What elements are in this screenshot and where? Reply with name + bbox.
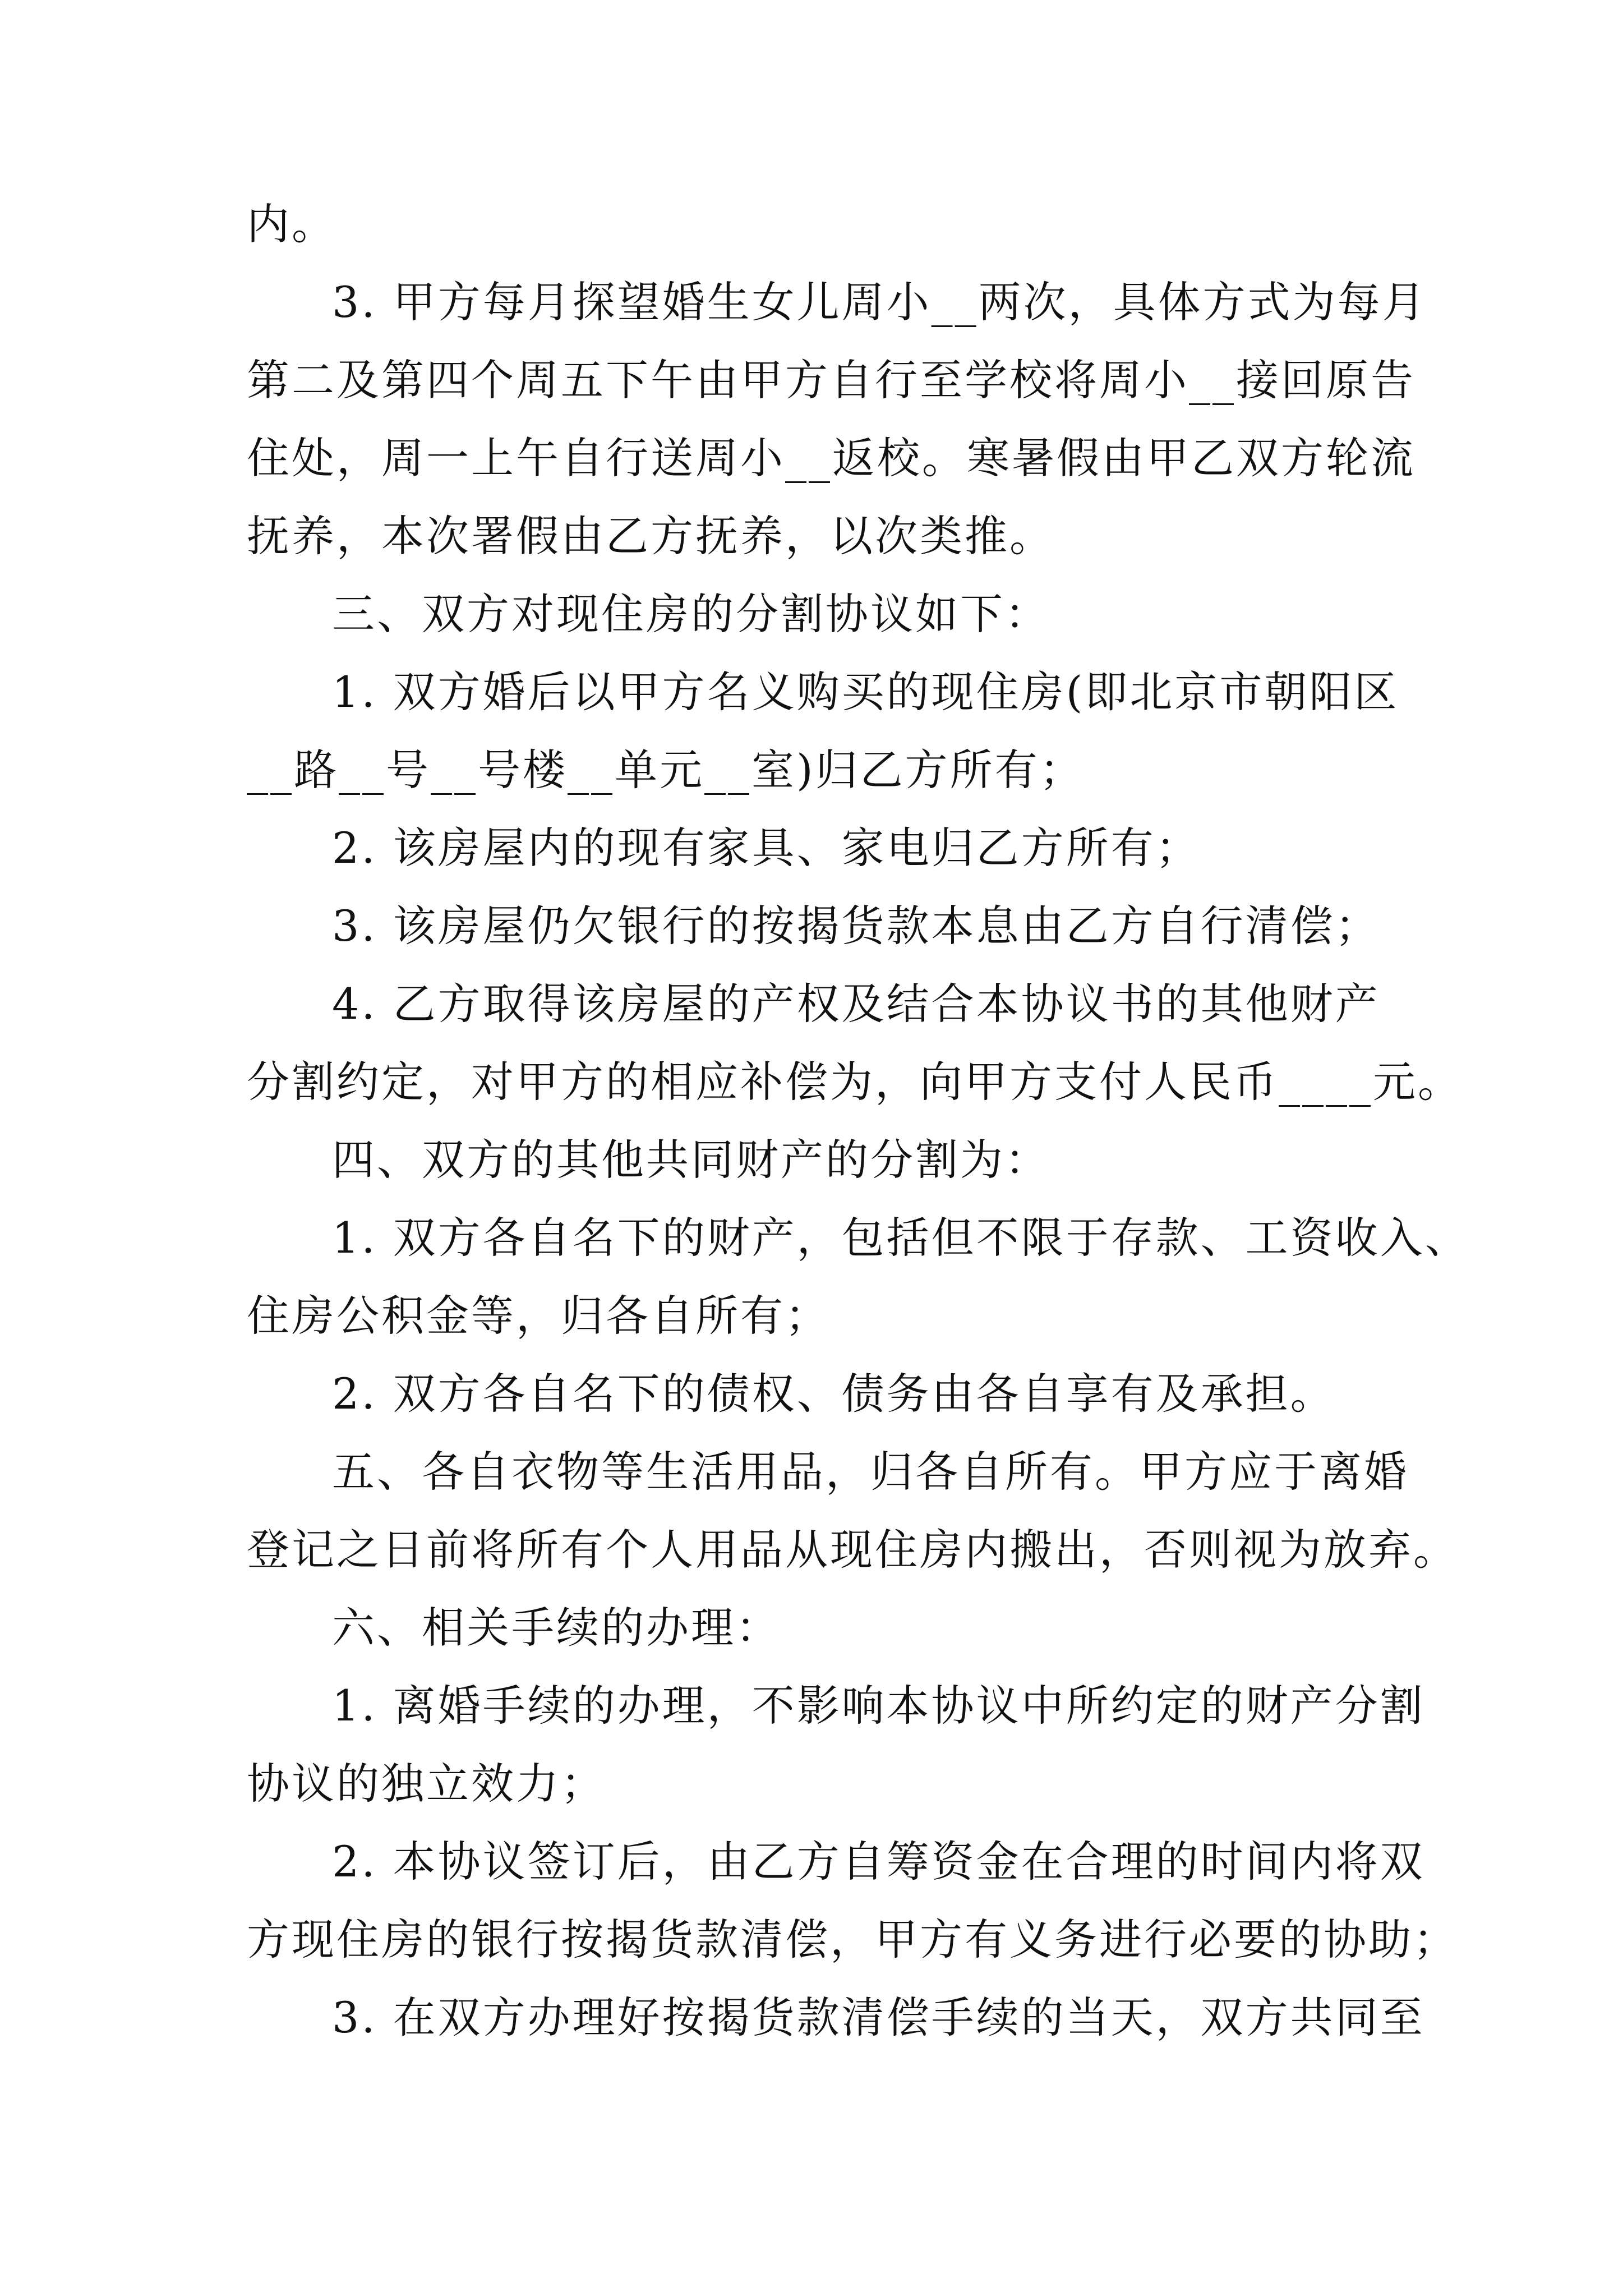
section-heading: 三、双方对现住房的分割协议如下： — [332, 589, 1050, 639]
text-line: 2. 该房屋内的现有家具、家电归乙方所有； — [332, 823, 1201, 873]
text-line: 1. 离婚手续的办理，不影响本协议中所约定的财产分割 — [332, 1681, 1425, 1731]
text-line: 2. 双方各自名下的债权、债务由各自享有及承担。 — [332, 1369, 1335, 1419]
text-line: 1. 双方婚后以甲方名义购买的现住房(即北京市朝阳区 — [332, 667, 1399, 717]
text-line: 内。 — [247, 199, 336, 249]
document-page — [247, 185, 1470, 2056]
text-line: 2. 本协议签订后，由乙方自筹资金在合理的时间内将双 — [332, 1837, 1425, 1887]
text-line: 1. 双方各自名下的财产，包括但不限于存款、工资收入、 — [332, 1213, 1470, 1263]
text-line: 4. 乙方取得该房屋的产权及结合本协议书的其他财产 — [332, 979, 1380, 1029]
text-line: 3. 在双方办理好按揭货款清偿手续的当天，双方共同至 — [332, 1993, 1425, 2042]
text-line: 3. 该房屋仍欠银行的按揭货款本息由乙方自行清偿； — [332, 901, 1380, 951]
section-heading: 五、各自衣物等生活用品，归各自所有。甲方应于离婚 — [332, 1447, 1409, 1497]
text-line: 方现住房的银行按揭货款清偿，甲方有义务进行必要的协助； — [247, 1915, 1458, 1964]
text-line: 3. 甲方每月探望婚生女儿周小__两次，具体方式为每月 — [332, 277, 1427, 327]
text-line: 抚养，本次署假由乙方抚养，以次类推。 — [247, 511, 1054, 561]
section-heading: 六、相关手续的办理： — [332, 1603, 781, 1653]
text-line: 分割约定，对甲方的相应补偿为，向甲方支付人民币____元。 — [247, 1057, 1463, 1107]
text-line: 住处，周一上午自行送周小__返校。寒暑假由甲乙双方轮流 — [247, 433, 1415, 483]
text-line: 第二及第四个周五下午由甲方自行至学校将周小__接回原告 — [247, 355, 1415, 405]
text-line: 住房公积金等，归各自所有； — [247, 1291, 830, 1341]
text-line: 协议的独立效力； — [247, 1759, 606, 1809]
section-heading: 四、双方的其他共同财产的分割为： — [332, 1135, 1050, 1185]
text-line: 登记之日前将所有个人用品从现住房内搬出，否则视为放弃。 — [247, 1525, 1458, 1575]
text-line: __路__号__号楼__单元__室)归乙方所有； — [247, 745, 1085, 795]
